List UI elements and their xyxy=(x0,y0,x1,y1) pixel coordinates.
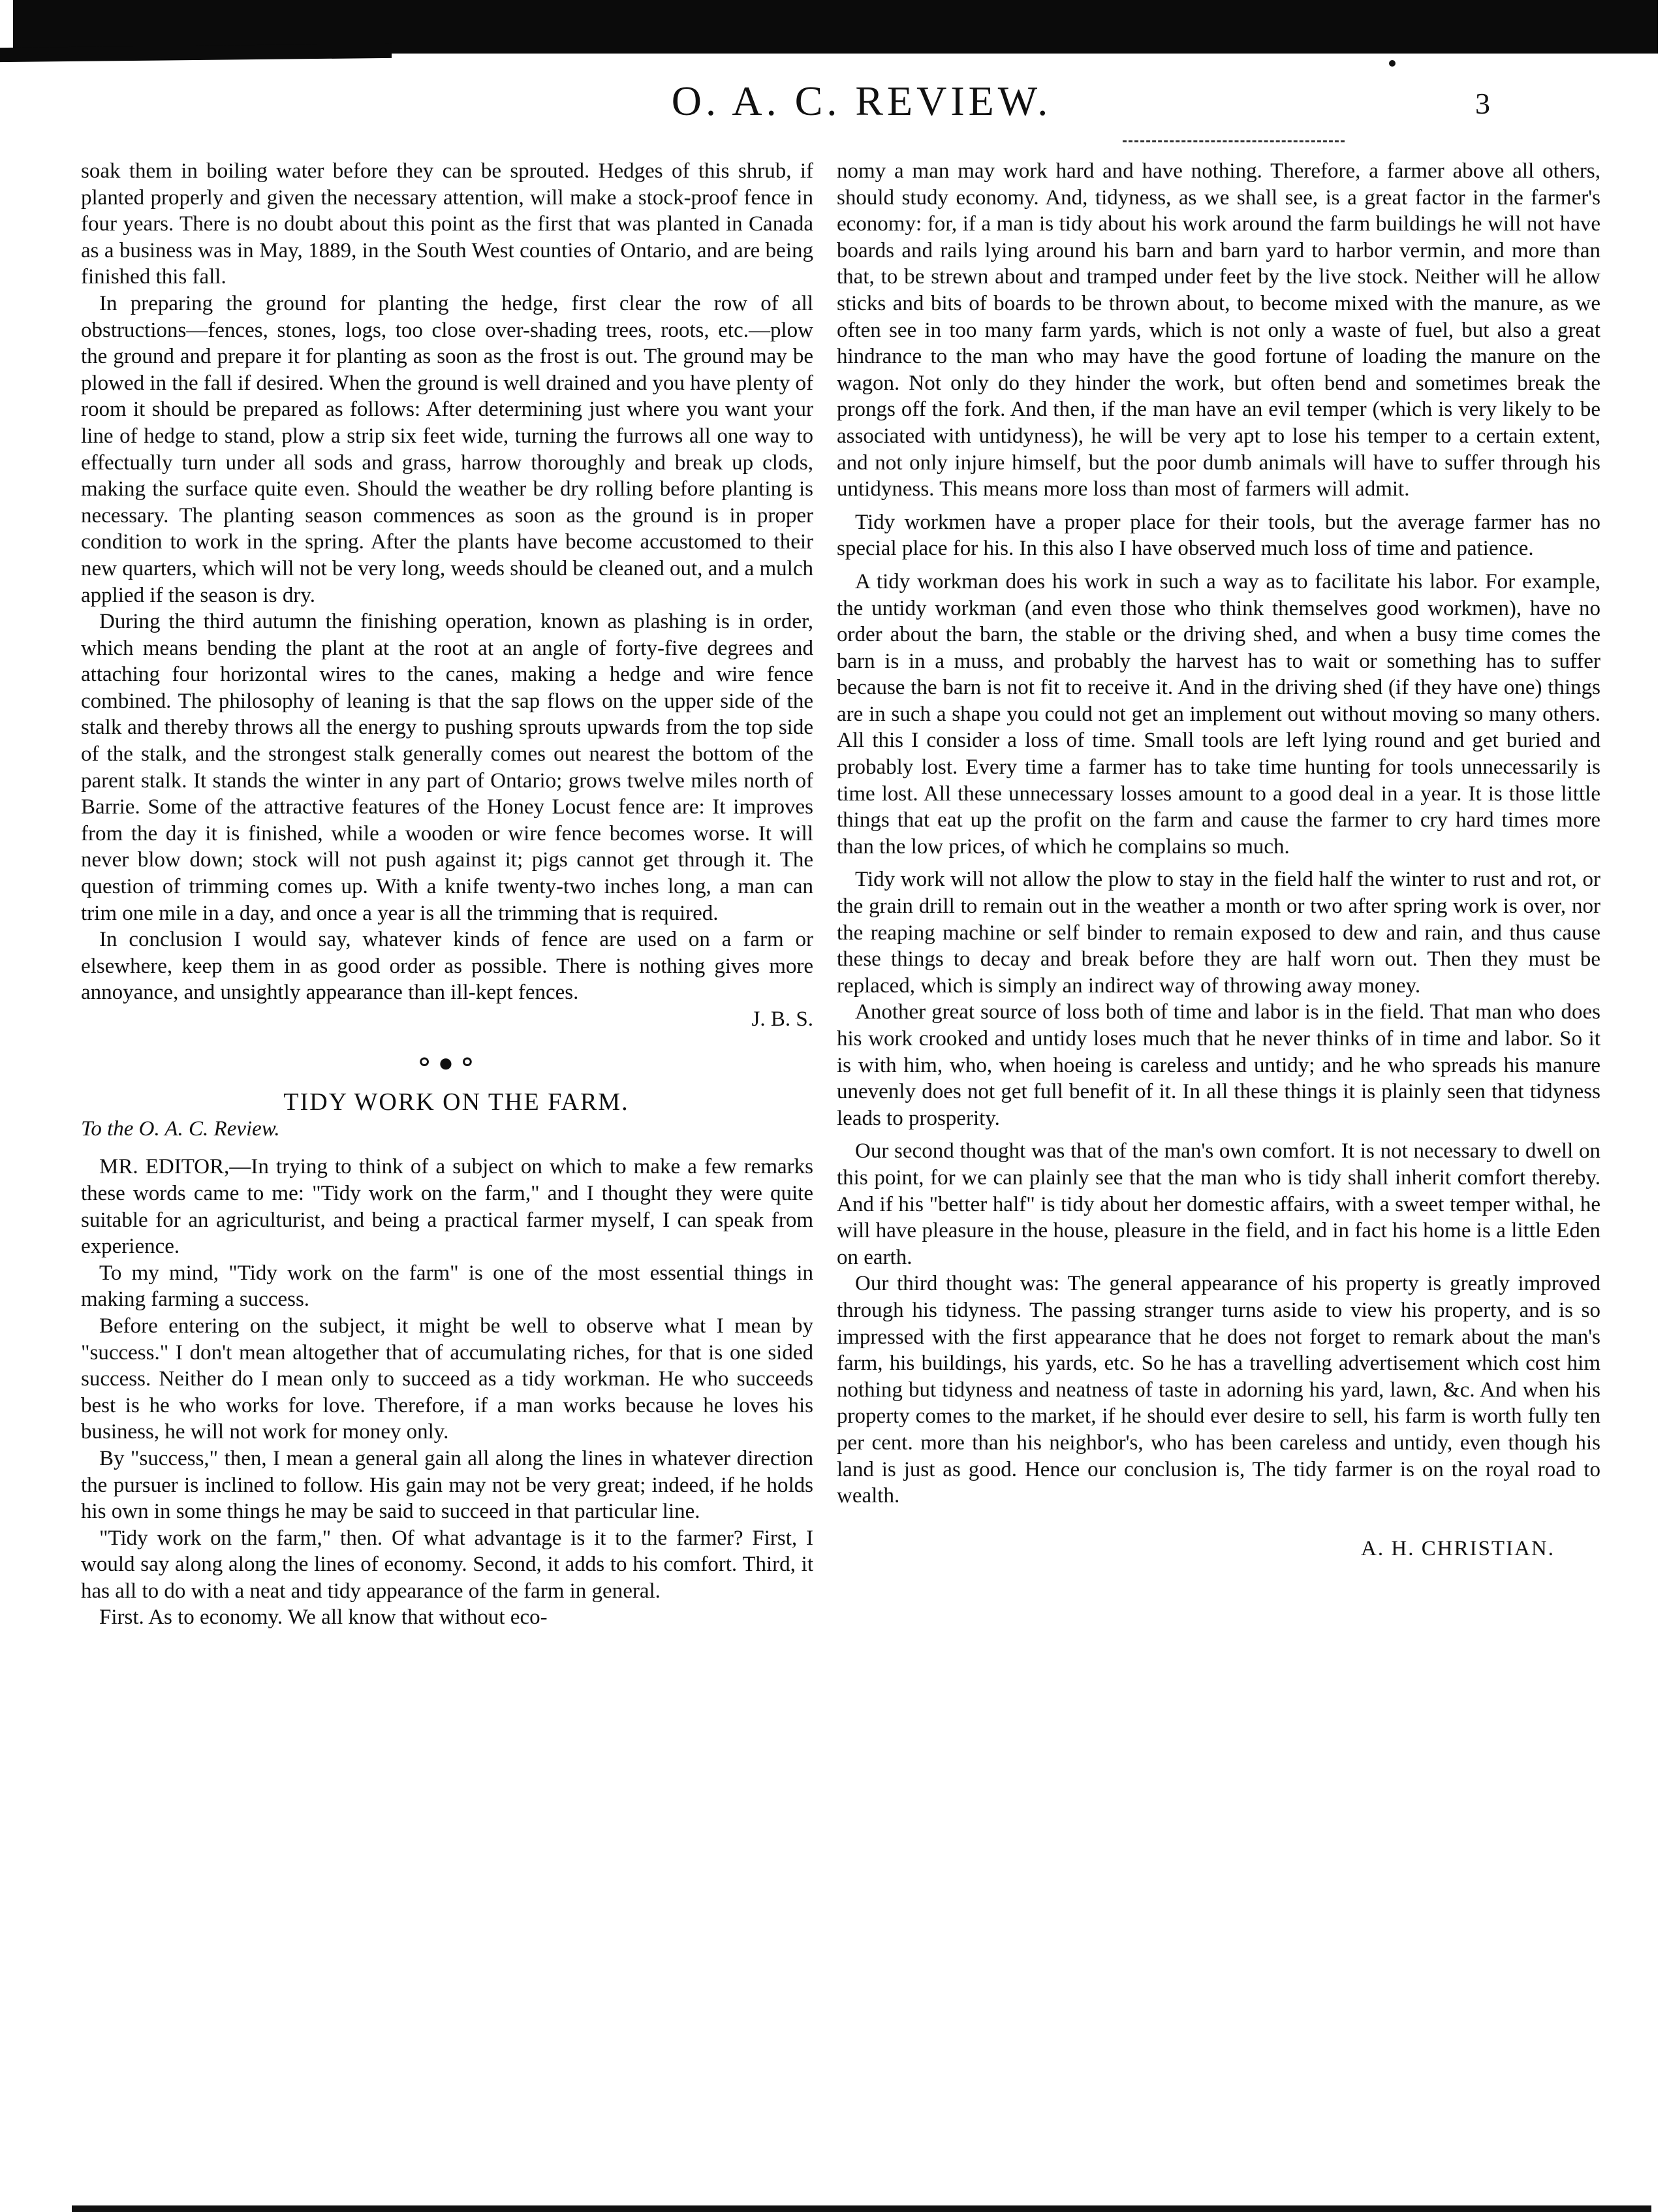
tidy-paragraph: A tidy workman does his work in such a way as to facilitate his labor. For example, the untidy workman (and even those who think themselves good workmen), have no order about the barn, the stable or the driving shed, and when a busy time comes the barn is in a muss, and probably the harvest has to wait or something has to suffer because the barn is not fit to receive it. And in the driving shed (if they have one) things are in such a shape you could not get an implement out without moving so many others. All this I consider a loss of time. Small tools are left lying round and get buried and probably lost. Every time a farmer has to take time hunting for tools unnecessarily is time lost. All these unnecessary losses amount to a good deal in a year. It is those little things that eat up the profit on the farm and cause the farmer to cry hard times more than the low prices, of which he complains so much. xyxy=(837,569,1600,859)
article-author: A. H. CHRISTIAN. xyxy=(1361,1536,1555,1560)
page-number: 3 xyxy=(1475,87,1490,120)
tidy-paragraph: To my mind, "Tidy work on the farm" is one of the most essential things in making farming a success. xyxy=(81,1261,813,1312)
tidy-paragraph: Our second thought was that of the man's own comfort. It is not necessary to dwell on this point, for we can plainly see that the man who is tidy shall inherit comfort thereby. And if his "better half" is tidy about her domestic affairs, with a sweet temper withal, he will have pleasure in the house, pleasure in the field, and in fact his home is a little Eden on earth. xyxy=(837,1139,1600,1269)
header-rule xyxy=(1123,140,1345,144)
article-salutation: To the O. A. C. Review. xyxy=(81,1116,280,1141)
tidy-paragraph: Tidy work will not allow the plow to stay in the field half the winter to rust and rot, or the grain drill to remain out in the weather a month or two after spring work is over, nor the reaping machine or self binder to remain exposed to dew and rain, and thus cause these things to decay and break before they are half worn out. Then they must be replaced, which is simply an indirect way of throwing away money. xyxy=(837,868,1600,998)
tidy-paragraph: Tidy workmen have a proper place for their tools, but the average farmer has no special place for his. In this also I have observed much loss of time and patience. xyxy=(837,510,1600,561)
left-column xyxy=(81,158,813,1631)
tidy-paragraph: Our third thought was: The general appearance of his property is greatly improved through his tidyness. The passing stranger turns aside to view his property, and is so impressed with the first appearance that he does not forget to remark about the man's farm, his buildings, his yards, etc. So he has a travelling advertisement which cost him nothing but tidyness and neatness of taste in adorning his yard, lawn, &c. And when his property comes to the market, if he should ever desire to sell, his farm is worth fully ten per cent. more than his neighbor's, who has been careless and untidy, even though his land is just as good. Hence our conclusion is, The tidy farmer is on the royal road to wealth. xyxy=(837,1272,1600,1508)
tidy-paragraph: First. As to economy. We all know that without eco- xyxy=(99,1605,548,1630)
tidy-paragraph: nomy a man may work hard and have nothing. Therefore, a farmer above all others, should study economy. And, tidyness, as we shall see, is a great factor in the farmer's economy: for, if a man is tidy about his work around the farm buildings he will not have boards and rails lying around his barn and barn yard to harbor vermin, and more than that, to be strewn about and tramped under feet by the live stock. Neither will he allow sticks and bits of boards to be thrown about, to become mixed with the manure, as we often see in too many farm yards, which is not only a waste of fuel, but also a great hindrance to the man who may have the good fortune of loading the manure on the wagon. Not only do they hinder the work, but often bend and sometimes break the prongs off the fork. And then, if the man have an evil temper (which is very likely to be associated with untidyness), he will be very apt to lose his temper to a certain extent, and not only injure himself, but the poor dumb animals will have to suffer through his untidyness. This means more loss than most of farmers will admit. xyxy=(837,159,1600,501)
hedge-signature: J. B. S. xyxy=(751,1007,813,1031)
tidy-paragraph: Before entering on the subject, it might be well to observe what I mean by "success." I don't mean altogether that of accumulating riches, for that is one sided success. Neither do I mean only to succeed as a tidy workman. He who succeeds best is he who works for love. Therefore, if a man works because he loves his business, he will not work for money only. xyxy=(81,1314,813,1444)
hedge-paragraph: soak them in boiling water before they can be sprouted. Hedges of this shrub, if planted properly and given the necessary attention, will make a stock-proof fence in four years. There is no doubt about this point as the first that was planted in Canada as a business was in May, 1889, in the South West counties of Ontario, and are being finished this fall. xyxy=(81,159,813,289)
tidy-paragraph: Another great source of loss both of time and labor is in the field. That man who does his work crooked and untidy loses much that he never thinks of in time and labor. So it is with him, who, when hoeing is careless and untidy; and he who spreads his manure unevenly does not get full benefit of it. In all these things it is plainly seen that tidyness leads to prosperity. xyxy=(837,1000,1600,1130)
tidy-paragraph: "Tidy work on the farm," then. Of what advantage is it to the farmer? First, I would say along along the lines of economy. Second, it adds to his comfort. Third, it has all to do with a neat and tidy appearance of the farm in general. xyxy=(81,1526,813,1603)
tidy-paragraph: By "success," then, I mean a general gain all along the lines in whatever direction the pursuer is inclined to follow. His gain may not be very great; indeed, if he holds his own in some things he may be said to succeed in that particular line. xyxy=(81,1446,813,1524)
section-divider-ornament: ⚬●⚬ xyxy=(413,1047,481,1077)
right-column xyxy=(837,158,1600,1562)
bottom-border-rule xyxy=(72,2205,1651,2212)
tidy-paragraph: MR. EDITOR,—In trying to think of a subject on which to make a few remarks these words came to me: "Tidy work on the farm," and I thought they were quite suitable for an agriculturist, and being a practical farmer myself, I can speak from experience. xyxy=(81,1155,813,1259)
hedge-paragraph: In preparing the ground for planting the hedge, first clear the row of all obstructions—fences, stones, logs, too close over-shading trees, roots, etc.—plow the ground and prepare it for planting as soon as the frost is out. The ground may be plowed in the fall if desired. When the ground is well drained and you have plenty of room it should be prepared as follows: After determining just where you want your line of hedge to stand, plow a strip six feet wide, turning the furrows all one way to effectually turn under all sods and grass, harrow thoroughly and break up clods, making the surface quite even. Should the weather be dry rolling before planting is necessary. The planting season commences as soon as the ground is in proper condition to work in the spring. After the plants have become accustomed to their new quarters, which will not be very long, weeds should be cleaned out, and a mulch applied if the season is dry. xyxy=(81,291,813,607)
hedge-paragraph: In conclusion I would say, whatever kinds of fence are used on a farm or elsewhere, keep them in as good order as possible. There is nothing gives more annoyance, and unsightly appearance than ill-kept fences. xyxy=(81,928,813,1005)
page-header-title: O. A. C. REVIEW. xyxy=(671,78,1052,124)
print-dot xyxy=(1389,60,1396,67)
article-title: TIDY WORK ON THE FARM. xyxy=(283,1088,629,1116)
hedge-paragraph: During the third autumn the finishing operation, known as plashing is in order, which means bending the plant at the root at an angle of forty-five degrees and attaching four horizontal wires to the canes, making a hedge and wire fence combined. The philosophy of leaning is that the sap flows on the upper side of the stalk and thereby throws all the energy to pushing sprouts upwards from the top side of the stalk, and the strongest stalk generally comes out nearest the bottom of the parent stalk. It stands the winter in any part of Ontario; grows twelve miles north of Barrie. Some of the attractive features of the Honey Locust fence are: It improves from the day it is finished, while a wooden or wire fence becomes worse. It will never blow down; stock will not push against it; pigs cannot get through it. The question of trimming comes up. With a knife twenty-two inches long, a man can trim one mile in a day, and once a year is all the trimming that is required. xyxy=(81,610,813,925)
